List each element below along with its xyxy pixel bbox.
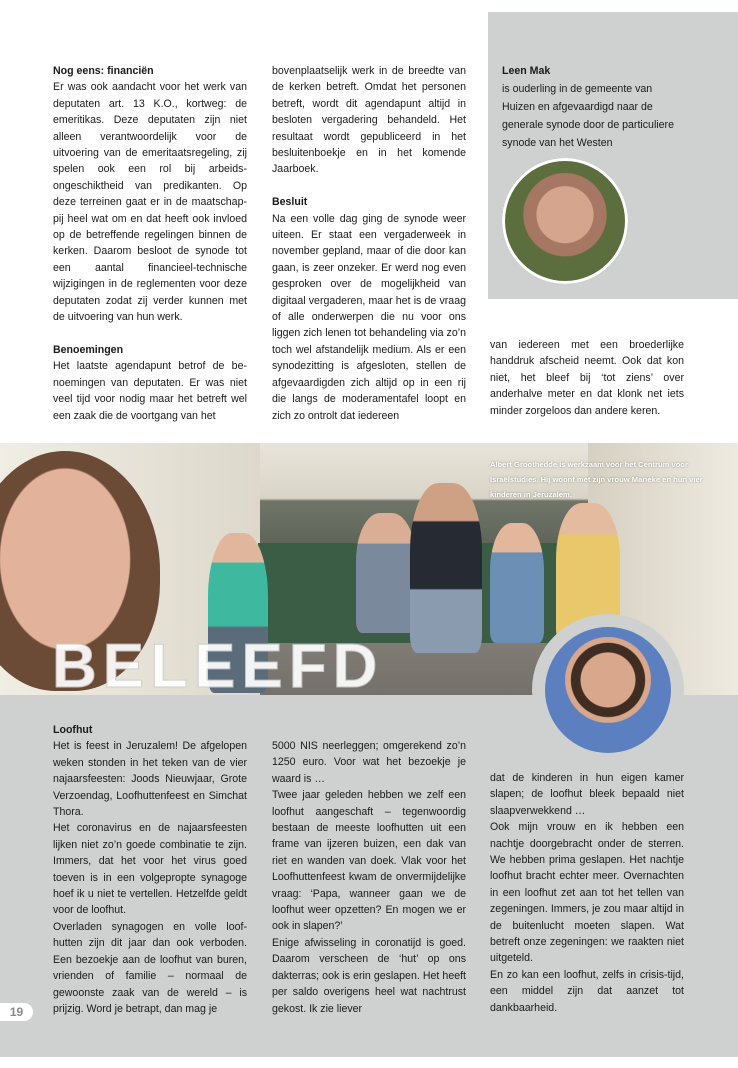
- article-column-2: [272, 63, 466, 424]
- author-portrait-2: [545, 627, 671, 753]
- paragraph: Na een volle dag ging de synode weer uiteen. Er staat een vergaderweek in november gepland, maar of die door kan gaan, is zeer onzeker. Er werd nog even gesproken over de mogelijkheid van digitaal vergaderen, maar het is de vraag of alle onderwerpen die nu voor ons liggen zich lenen tot behandeling via zo’n toch wel afstandelijk medium. Als er een synodezitting is afgesloten, stellen de afgevaardigden zich altijd op in een rij die langs de moderamentafel loopt en zich zo ontrolt dat iedereen: [272, 212, 466, 422]
- paragraph: En zo kan een loofhut, zelfs in crisis-tijd, een middel zijn dat aanzet tot dankbaarheid.: [490, 968, 684, 1014]
- paragraph: dat de kinderen in hun eigen kamer slapen; de loofhut bleek bepaald niet slaapverwekkend …: [490, 772, 684, 817]
- author-portrait: [502, 158, 628, 284]
- section-heading: Loofhut: [53, 724, 93, 736]
- paragraph: Ook mijn vrouw en ik hebben een nachtje doorgebracht onder de sterren. We hebben prima geslapen. Het nachtje loofhut bracht echter meer. Overnachten in een loofhut zet aan tot het tellen van zegeningen. Immers, je zou maar altijd in de buitenlucht moeten slapen. Wat betreft onze zegeningen: we raakten niet uitgeteld.: [490, 821, 684, 965]
- photo-caption: Albert Groothedde is werkzaam voor het Centrum voor Israëlstudies. Hij woont met zijn vrouw Marieke en hun vier kinderen in Jeruzalem.: [490, 460, 703, 499]
- paragraph: Enige afwisseling in coronatijd is goed. Daarom verscheen de ‘hut’ op ons dakterras; ook is erin geslapen. Het heeft per saldo overigens heel wat nachtrust gekost. Ik zie liever: [272, 936, 466, 1015]
- author-bio: is ouderling in de gemeente van Huizen en afgevaardigd naar de generale synode door de particuliere synode van het Westen: [502, 83, 674, 149]
- page-number: 19: [0, 1003, 33, 1021]
- paragraph: Het is feest in Jeruzalem! De afgelopen weken stonden in het teken van de vier najaarsfeesten: Joods Nieuwjaar, Grote Verzoendag, Loofhuttenfeest en Simchat Thora.: [53, 740, 247, 819]
- section-heading: Besluit: [272, 196, 308, 209]
- paragraph: Er was ook aandacht voor het werk van deputaten art. 13 K.O., kortweg: de emeritikas. Deze deputaten zijn niet alleen verantwoordelijk voor de uitvoering van de emeritaatsregeling, zij spelen ook een rol bij arbeids-ongeschiktheid van predikanten. Op deze terreinen gaat er in de maatschap-pij heel wat om en dat heeft ook invloed op de betreffende regelingen binnen de kerken. Daarom besloot de synode tot een aantal financieel-technische wijzigingen in de reglementen voor deze deputaten zodat zij verder kunnen met de uitvoering van hun werk.: [53, 81, 247, 324]
- article-column-1: [53, 63, 247, 424]
- paragraph: 5000 NIS neerleggen; omgerekend zo’n 1250 euro. Voor wat het bezoekje je waard is …: [272, 740, 466, 785]
- author-name: Leen Mak: [502, 65, 551, 77]
- loofhut-column-3: [490, 770, 684, 1016]
- paragraph: bovenplaatselijk werk in de breedte van de kerken betreft. Omdat het personen betreft, wordt dit agendapunt altijd in besloten vergadering behandeld. Het resultaat wordt gepubliceerd in het besluitenboekje en in het komende Jaarboek.: [272, 65, 466, 176]
- section-heading: Benoemingen: [53, 343, 124, 356]
- paragraph: Overladen synagogen en volle loof-hutten zijn dit jaar dan ook verboden. Een bezoekje aan de loofhut van buren, vrienden of familie – normaal de gewoonste zaak van de wereld – is prijzig. Word je betrapt, dan mag je: [53, 920, 247, 1015]
- loofhut-column-2: [272, 738, 466, 1017]
- paragraph: Het laatste agendapunt betrof de be-noemingen van deputaten. Er was niet veel tijd voor nodig maar het betreft wel een zaak die de voortgang van het: [53, 360, 247, 422]
- paragraph: Het coronavirus en de najaarsfeesten lijken niet zo’n goede combinatie te zijn. Immers, dat het voor het virus goed toeven is in een volgepropte synagoge hoef ik u niet te vertellen. Hetzelfde geldt voor de loofhut.: [53, 822, 247, 917]
- section-heading: Nog eens: financiën: [53, 65, 154, 77]
- paragraph: Twee jaar geleden hebben we zelf een loofhut aangeschaft – tegenwoordig bestaan de meeste loofhutten uit een frame van ijzeren buizen, een dak van riet en wanden van doek. Vlak voor het Loofhuttenfeest kwam de onvermijdelijke vraag: ‘Papa, wanneer gaan we de loofhut weer opzetten? En mogen we er ook in slapen?’: [272, 789, 466, 933]
- paragraph-gap: [272, 178, 466, 194]
- article-column-3: [490, 337, 684, 419]
- paragraph: van iedereen met een broederlijke handdruk afscheid neemt. Ook dat kon niet, het bleef bij ‘tot ziens’ over anderhalve meter en dat klonk net iets minder zorgeloos dan andere keren.: [490, 339, 684, 417]
- loofhut-column-1: [53, 722, 247, 1017]
- author-info: [502, 62, 682, 152]
- paragraph-gap: [53, 326, 247, 342]
- section-title: BELEEFD: [52, 632, 384, 701]
